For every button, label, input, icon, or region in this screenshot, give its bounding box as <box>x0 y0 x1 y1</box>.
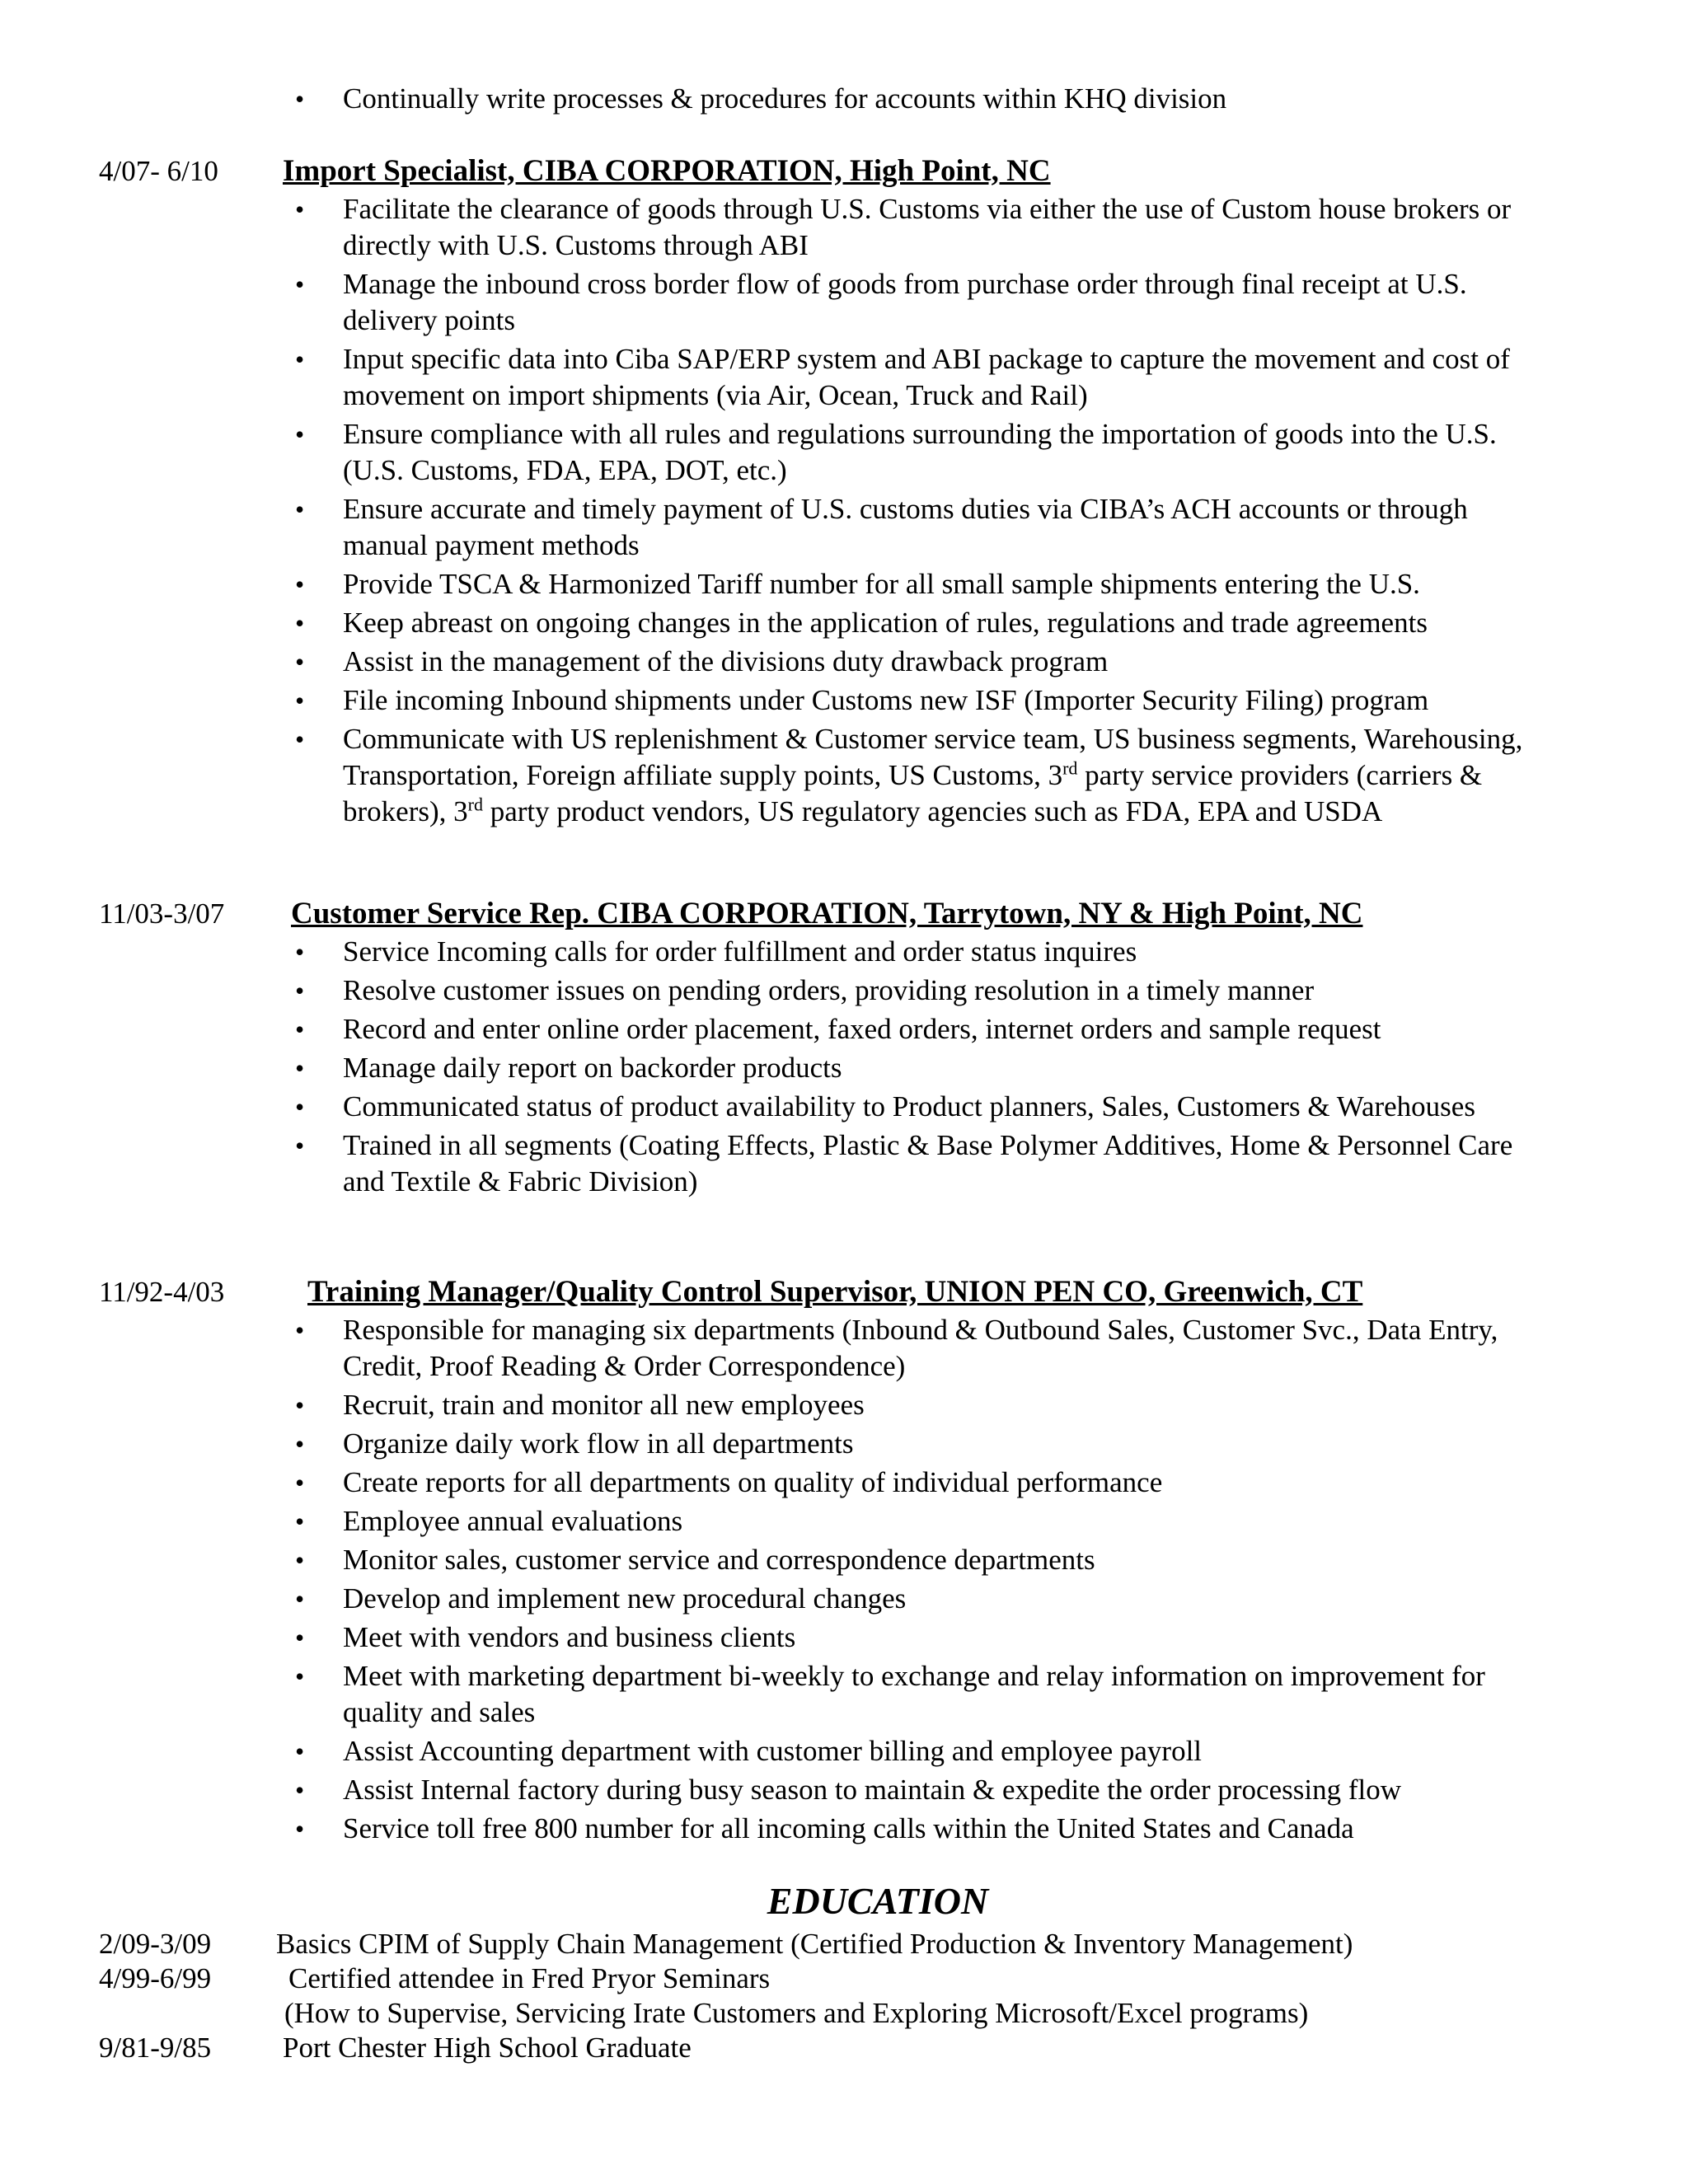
education-date: 9/81-9/85 <box>99 2032 212 2064</box>
bullet-text: Communicate with US replenishment & Customer service team, US business segments, Warehousing, Transportation, Foreign affiliate supply points, US Customs, 3 <box>343 723 1523 791</box>
bullet-item: • Monitor sales, customer service and correspondence departments <box>0 1542 1688 1578</box>
bullet-item: • Trained in all segments (Coating Effects, Plastic & Base Polymer Additives, Home & Personnel Care and Textile & Fabric Division) <box>0 1127 1688 1200</box>
education-date: 4/99-6/99 <box>99 1962 212 1994</box>
bullet-item: • Assist in the management of the divisions duty drawback program <box>0 644 1688 680</box>
ordinal-suffix: rd <box>1062 757 1078 779</box>
bullet-item: • Keep abreast on ongoing changes in the application of rules, regulations and trade agreements <box>0 605 1688 641</box>
bullet-item: • Responsible for managing six departments (Inbound & Outbound Sales, Customer Svc., Data Entry, Credit, Proof Reading & Order Correspondence) <box>0 1312 1688 1385</box>
bullet-item: • File incoming Inbound shipments under Customs new ISF (Importer Security Filing) program <box>0 682 1688 719</box>
bullet-item: • Resolve customer issues on pending orders, providing resolution in a timely manner <box>0 972 1688 1009</box>
bullet-item: • Facilitate the clearance of goods through U.S. Customs via either the use of Custom house brokers or directly with U.S. Customs through ABI <box>0 191 1688 264</box>
bullet-text: party service providers (carriers & brokers), 3 <box>343 759 1483 827</box>
job-bullet-list <box>0 934 1688 1202</box>
education-entry <box>0 1927 1688 1961</box>
job-bullet-list <box>0 191 1688 832</box>
bullet-item: • Ensure accurate and timely payment of U.S. customs duties via CIBA’s ACH accounts or through manual payment methods <box>0 491 1688 564</box>
job-dates: 11/03-3/07 <box>99 898 225 930</box>
job-header <box>0 152 1688 190</box>
bullet-item: • Assist Internal factory during busy season to maintain & expedite the order processing flow <box>0 1772 1688 1808</box>
bullet-item: • Meet with marketing department bi-weekly to exchange and relay information on improvement for quality and sales <box>0 1658 1688 1731</box>
bullet-item: • Develop and implement new procedural changes <box>0 1581 1688 1617</box>
bullet-item: • Ensure compliance with all rules and regulations surrounding the importation of goods into the U.S. (U.S. Customs, FDA, EPA, DOT, etc.) <box>0 416 1688 489</box>
education-date: 2/09-3/09 <box>99 1928 212 1960</box>
bullet-item <box>0 721 1688 830</box>
bullet-item: • Assist Accounting department with customer billing and employee payroll <box>0 1733 1688 1769</box>
job-title: Training Manager/Quality Control Supervisor, UNION PEN CO, Greenwich, CT <box>307 1275 1363 1309</box>
education-text: Basics CPIM of Supply Chain Management (Certified Production & Inventory Management) <box>276 1928 1353 1960</box>
bullet-item: • Continually write processes & procedures for accounts within KHQ division <box>0 81 1688 117</box>
bullet-item: • Manage the inbound cross border flow of goods from purchase order through final receipt at U.S. delivery points <box>0 266 1688 339</box>
bullet-item: • Organize daily work flow in all departments <box>0 1426 1688 1462</box>
education-entry <box>0 1996 1688 2031</box>
bullet-item: • Record and enter online order placement, faxed orders, internet orders and sample request <box>0 1011 1688 1047</box>
education-heading: EDUCATION <box>767 1880 989 1922</box>
job-header <box>0 895 1688 933</box>
job-bullet-list <box>0 1312 1688 1849</box>
ordinal-suffix: rd <box>467 794 483 815</box>
bullet-item: • Input specific data into Ciba SAP/ERP system and ABI package to capture the movement and cost of movement on import shipments (via Air, Ocean, Truck and Rail) <box>0 341 1688 414</box>
job-header <box>0 1273 1688 1311</box>
education-entry <box>0 2031 1688 2065</box>
education-text: (How to Supervise, Servicing Irate Customers and Exploring Microsoft/Excel programs) <box>284 1997 1309 2029</box>
bullet-item: • Recruit, train and monitor all new employees <box>0 1387 1688 1423</box>
job-title: Customer Service Rep. CIBA CORPORATION, Tarrytown, NY & High Point, NC <box>291 897 1363 930</box>
education-text: Certified attendee in Fred Pryor Seminars <box>288 1962 771 1994</box>
bullet-item: • Create reports for all departments on quality of individual performance <box>0 1465 1688 1501</box>
bullet-item: • Employee annual evaluations <box>0 1503 1688 1540</box>
job-title: Import Specialist, CIBA CORPORATION, High Point, NC <box>283 154 1051 188</box>
bullet-item: • Service toll free 800 number for all incoming calls within the United States and Canada <box>0 1811 1688 1847</box>
bullet-item: • Provide TSCA & Harmonized Tariff number for all small sample shipments entering the U.S. <box>0 566 1688 602</box>
education-entry <box>0 1961 1688 1996</box>
job-dates: 11/92-4/03 <box>99 1276 225 1308</box>
bullet-item: • Manage daily report on backorder products <box>0 1050 1688 1086</box>
bullet-item: • Service Incoming calls for order fulfillment and order status inquires <box>0 934 1688 970</box>
bullet-text: party product vendors, US regulatory agencies such as FDA, EPA and USDA <box>482 795 1383 827</box>
education-text: Port Chester High School Graduate <box>283 2032 692 2064</box>
bullet-item: • Communicated status of product availability to Product planners, Sales, Customers & Warehouses <box>0 1089 1688 1125</box>
bullet-item: • Meet with vendors and business clients <box>0 1619 1688 1656</box>
job-dates: 4/07- 6/10 <box>99 155 218 187</box>
continued-bullet-list <box>0 81 1688 120</box>
